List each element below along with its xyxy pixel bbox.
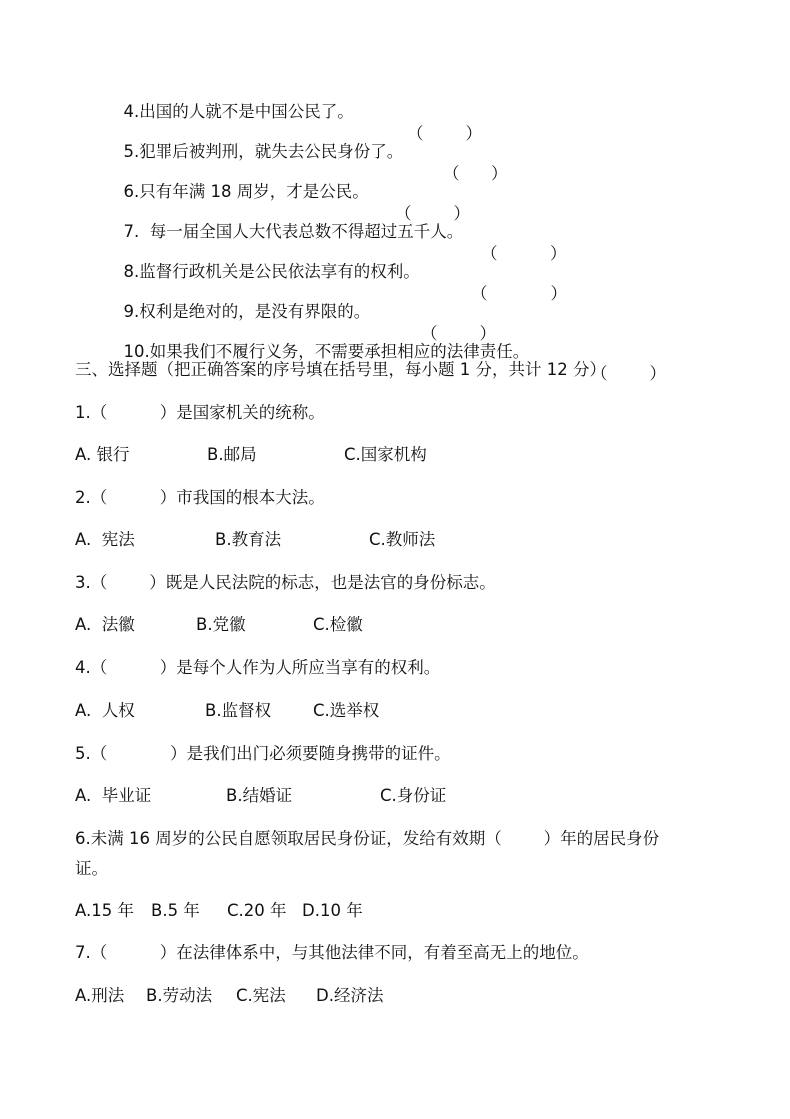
item-text: 8.监督行政机关是公民依法享有的权利。: [123, 262, 420, 281]
option-a[interactable]: A. 宪法: [75, 530, 135, 549]
item-text: 10.如果我们不履行义务，不需要承担相应的法律责任。: [123, 342, 530, 361]
option-a[interactable]: A.刑法: [75, 986, 125, 1005]
option-c[interactable]: C.20 年: [227, 901, 287, 920]
option-b[interactable]: B.党徽: [196, 615, 246, 634]
option-b[interactable]: B.5 年: [151, 901, 200, 920]
answer-blank[interactable]: （ ）: [407, 124, 482, 143]
option-a[interactable]: A. 银行: [75, 445, 130, 464]
option-c[interactable]: C.宪法: [236, 986, 286, 1005]
question-5: 5.（ ）是我们出门必须要随身携带的证件。: [75, 744, 451, 763]
option-b[interactable]: B.监督权: [205, 701, 272, 720]
option-c[interactable]: C.国家机构: [344, 445, 427, 464]
option-c[interactable]: C.选举权: [313, 701, 380, 720]
option-b[interactable]: B.劳动法: [146, 986, 213, 1005]
answer-blank[interactable]: （ ）: [395, 204, 470, 223]
option-d[interactable]: D.经济法: [316, 986, 384, 1005]
question-3: 3.（ ）既是人民法院的标志，也是法官的身份标志。: [75, 573, 496, 592]
question-6: 6.未满 16 周岁的公民自愿领取居民身份证，发给有效期（ ）年的居民身份: [75, 829, 660, 848]
answer-blank[interactable]: （ ）: [443, 164, 508, 183]
question-1: 1.（ ）是国家机关的统称。: [75, 403, 325, 422]
option-d[interactable]: D.10 年: [302, 901, 363, 920]
item-text: 5.犯罪后被判刑，就失去公民身份了。: [123, 142, 404, 161]
option-c[interactable]: C.身份证: [380, 786, 447, 805]
answer-blank[interactable]: （ ）: [481, 244, 567, 263]
answer-blank[interactable]: （ ）: [471, 284, 567, 303]
item-text: 9.权利是绝对的，是没有界限的。: [123, 302, 371, 321]
section-heading: 三、选择题（把正确答案的序号填在括号里，每小题 1 分，共计 12 分）: [75, 360, 606, 379]
answer-blank[interactable]: （ ）: [591, 364, 666, 383]
answer-blank[interactable]: （ ）: [421, 324, 496, 343]
option-a[interactable]: A.15 年: [75, 901, 134, 920]
option-c[interactable]: C.检徽: [313, 615, 363, 634]
question-7: 7.（ ）在法律体系中，与其他法律不同，有着至高无上的地位。: [75, 943, 589, 962]
item-text: 6.只有年满 18 周岁，才是公民。: [123, 182, 369, 201]
option-a[interactable]: A. 法徽: [75, 615, 135, 634]
item-text: 7. 每一届全国人大代表总数不得超过五千人。: [123, 222, 464, 241]
option-b[interactable]: B.邮局: [207, 445, 257, 464]
question-4: 4.（ ）是每个人作为人所应当享有的权利。: [75, 658, 441, 677]
option-a[interactable]: A. 毕业证: [75, 786, 152, 805]
question-6-continued: 证。: [75, 859, 108, 878]
option-c[interactable]: C.教师法: [369, 530, 436, 549]
option-b[interactable]: B.教育法: [215, 530, 282, 549]
item-text: 4.出国的人就不是中国公民了。: [123, 102, 354, 121]
question-2: 2.（ ）市我国的根本大法。: [75, 488, 325, 507]
option-b[interactable]: B.结婚证: [226, 786, 293, 805]
option-a[interactable]: A. 人权: [75, 701, 135, 720]
